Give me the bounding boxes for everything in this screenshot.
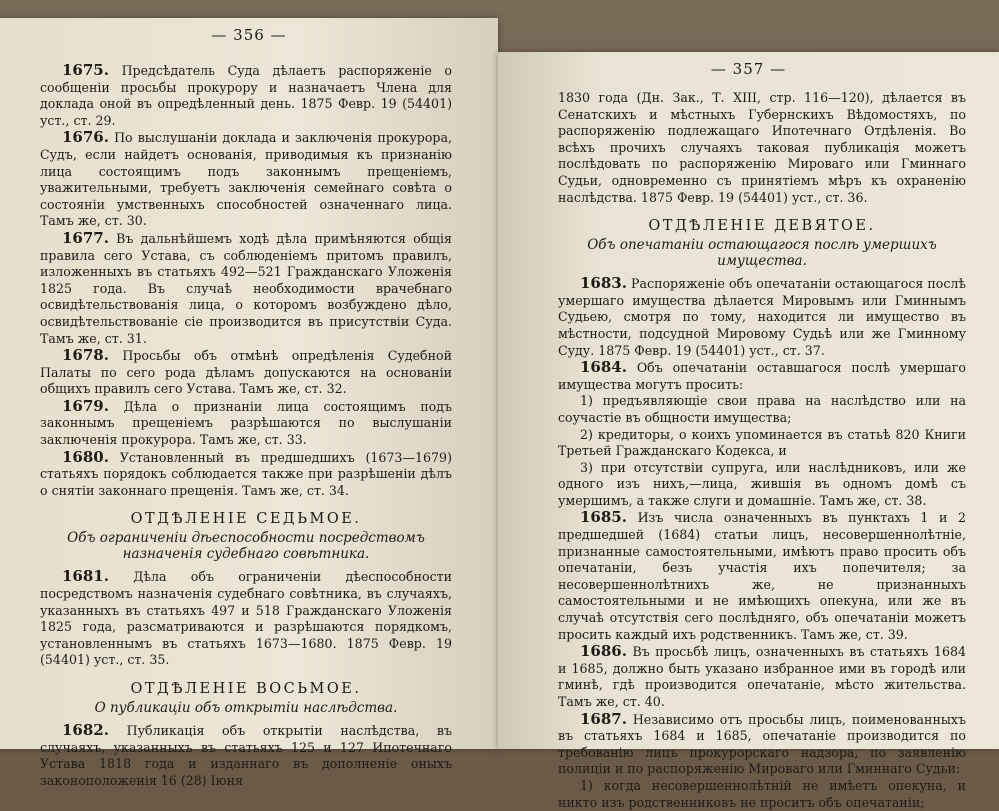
list-item: 3) при отсутствіи супруга, или наслѣдниковъ, или же одного изъ нихъ,—лица, жившія въ одномъ домѣ съ умершимъ, а также слуги и домашніе. Тамъ же, ст. 38. [558,459,966,508]
article-text: Независимо отъ просьбы лицъ, поименованныхъ въ статьяхъ 1684 и 1685, опечатаніе производится по требованію лицъ прокурорскаго надзора, по заявленію полиціи и по распоряженію Мироваго или Гминнаго Судьи: [558,711,966,777]
list-item: 1) когда несовершеннолѣтній не имѣетъ опекуна, и никто изъ родственниковъ не проситъ объ опечатаніи; [558,777,966,810]
article-number: 1686. [580,642,627,661]
article-number: 1679. [62,396,109,415]
article-number: 1687. [580,709,627,728]
left-text-column [40,62,452,789]
article-1675 [40,62,452,129]
article-1682 [40,722,452,789]
article-text: Распоряженіе объ опечатаніи остающагося послѣ умершаго имущества дѣлается Мировымъ или Гминнымъ Судьею, смотря по тому, находится ли имущество въ мѣстности, подсудной Мировому Судьѣ или же Гминному Суду. 1875 Февр. 19 (54401) уст., ст. 37. [558,276,966,358]
article-number: 1683. [580,274,627,293]
article-1678 [40,347,452,398]
article-1679 [40,398,452,449]
list-item: 1) предъявляющіе свои права на наслѣдство или на соучастіе въ общности имущества; [558,393,966,425]
article-number: 1685. [580,508,627,527]
section-subheading-9: Объ опечатаніи остающагося послѣ умершихъ имущества. [587,237,937,270]
article-1681 [40,568,452,669]
section-heading-8: ОТДѢЛЕНІЕ ВОСЬМОЕ. [130,681,362,697]
article-text: Въ дальнѣйшемъ ходѣ дѣла примѣняются общія правила сего Устава, съ соблюденіемъ притомъ правилъ, изложенныхъ въ статьяхъ 492—521 Гражданскаго Уложенія 1825 года. Въ случаѣ необходимости врачебнаго освидѣтельствованія лица, о которомъ возбуждено дѣло, освидѣтельствованіе сіе производится въ присутствіи Суда. Тамъ же, ст. 31. [40,230,452,346]
left-page [0,18,498,788]
article-1686 [558,643,966,710]
article-text: Изъ числа означенныхъ въ пунктахъ 1 и 2 предшедшей (1684) статьи лицъ, несовершеннолѣтніе, признанные самостоятельными, имѣютъ право просить объ опечатаніи, безъ участія ихъ попечителя; за несовершеннолѣтнихъ же, не признанныхъ самостоятельными и не имѣющихъ опекуна, или же въ случаѣ отсутствія сего послѣдняго, объ опечатаніи можетъ просить каждый ихъ родственникъ. Тамъ же, ст. 39. [558,510,966,642]
article-text: По выслушаніи доклада и заключенія прокурора, Судъ, если найдетъ основанія, приводимыя къ признанію лица состоящимъ подъ законнымъ прещеніемъ, уважительными, требуетъ заключенія семейнаго совѣта о состояніи умственныхъ способностей означеннаго лица. Тамъ же, ст. 30. [40,130,452,229]
article-1684 [558,359,966,393]
article-text: Дѣла объ ограниченіи дѣеспособности посредствомъ назначенія судебнаго совѣтника, въ случаяхъ, указанныхъ въ статьяхъ 497 и 518 Гражданскаго Уложенія 1825 года, разсматриваются и разрѣшаются порядкомъ, установленнымъ въ статьяхъ 1673—1680. 1875 Февр. 19 (54401) уст., ст. 35. [40,569,452,668]
right-page [498,52,999,810]
article-text: Дѣла о признаніи лица состоящимъ подъ законнымъ прещеніемъ разрѣшаются по выслушаніи заключенія прокурора. Тамъ же, ст. 33. [40,398,452,448]
right-text-column [558,90,966,811]
article-number: 1677. [62,228,109,247]
article-1680 [40,449,452,500]
article-1683 [558,275,966,359]
article-text: Въ просьбѣ лицъ, означенныхъ въ статьяхъ 1684 и 1685, должно быть указано избранное ими въ городѣ или гминѣ, гдѣ производится опечатаніе, мѣсто жительства. Тамъ же, ст. 40. [558,644,966,709]
list-item: 2) кредиторы, о коихъ упоминается въ статьѣ 820 Книги Третьей Гражданскаго Кодекса, и [558,426,966,459]
page-number-357: — 357 — [710,60,787,78]
section-heading-7: ОТДѢЛЕНІЕ СЕДЬМОЕ. [130,511,362,528]
article-number: 1682. [62,721,109,739]
section-heading-9: ОТДѢЛЕНІЕ ДЕВЯТОЕ. [648,218,876,235]
section-subheading-7: Объ ограниченіи дѣеспособности посредствомъ назначенія судебнаго совѣтника. [67,530,425,563]
article-number: 1680. [62,447,109,466]
article-1682-continuation: 1830 года (Дн. Зак., Т. XIII, стр. 116—120), дѣлается въ Сенатскихъ и мѣстныхъ Губернскихъ Вѣдомостяхъ, по распоряженію подлежащаго Ипотечнаго Отдѣленія. Во всѣхъ прочихъ случаяхъ таковая публикація можетъ послѣдовать по распоряженію Мироваго или Гминнаго Судьи, одновременно съ принятіемъ мѣръ къ охраненію наслѣдства. 1875 Февр. 19 (54401) уст., ст. 36. [558,90,966,205]
article-number: 1681. [62,567,109,586]
article-1676 [40,129,452,230]
article-number: 1676. [62,128,109,147]
article-text: Предсѣдатель Суда дѣлаетъ распоряженіе о сообщеніи просьбы прокурору и назначаетъ Члена для доклада оной въ опредѣленный день. 1875 Февр. 19 (54401) уст., ст. 29. [40,63,452,128]
article-text: Установленный въ предшедшихъ (1673—1679) статьяхъ порядокъ соблюдается также при разрѣшеніи дѣлъ о снятіи законнаго прещенія. Тамъ же, ст. 34. [40,449,452,498]
article-1677 [40,230,452,347]
article-text: Просьбы объ отмѣнѣ опредѣленія Судебной Палаты по сего рода дѣламъ допускаются на основаніи общихъ правилъ сего Устава. Тамъ же, ст. 32. [40,348,452,397]
article-text: Объ опечатаніи оставшагося послѣ умершаго имущества могутъ просить: [558,360,966,392]
article-1685 [558,509,966,643]
article-1687 [558,711,966,778]
article-number: 1684. [580,358,627,377]
section-subheading-8: О публикаціи объ открытіи наслѣдства. [94,700,398,716]
article-number: 1675. [62,61,109,79]
article-number: 1678. [62,346,109,365]
article-text: Публикація объ открытіи наслѣдства, въ случаяхъ, указанныхъ въ статьяхъ 125 и 127 Ипотечнаго Устава 1818 года и изданнаго въ дополненіе оныхъ законоположенія 16 (28) Іюня [40,723,452,788]
page-number-356: — 356 — [211,26,287,44]
